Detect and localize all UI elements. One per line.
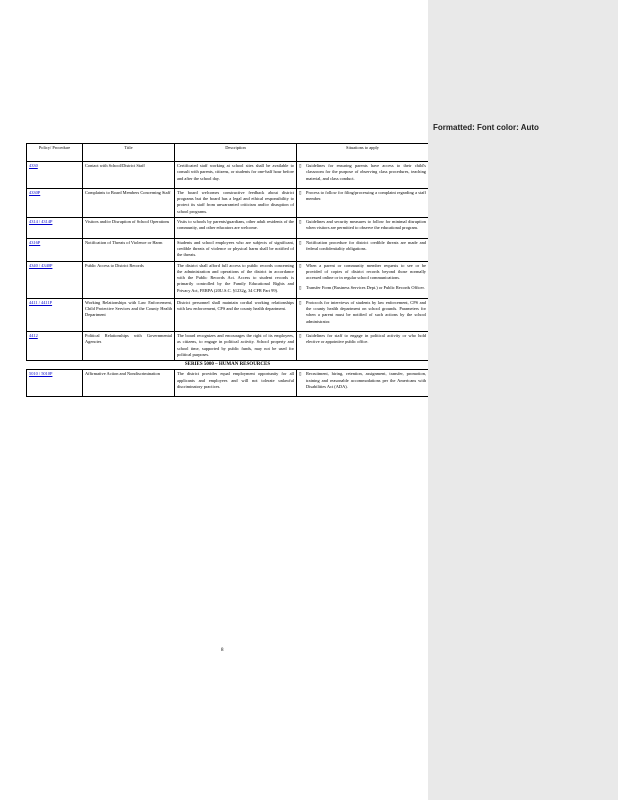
policy-cell <box>27 370 83 397</box>
bullet-icon: ▯ <box>299 163 302 168</box>
title-cell: Affirmative Action and Nondiscrimination <box>83 370 175 397</box>
situation-item <box>299 285 426 291</box>
situation-text: Recruitment, hiring, retention, assignment, transfer, promotion, training and reasonable accommodations per the Americans with Disabilities Act (ADA). <box>306 371 426 390</box>
situation-item <box>299 240 426 253</box>
situation-text: Guidelines for ensuring parents have access to their child's classroom for the purpose of observing class procedures, teaching material, and class conduct. <box>306 163 426 181</box>
situations-cell <box>297 238 429 261</box>
situation-item <box>299 333 426 346</box>
situation-item <box>299 190 426 203</box>
description-cell: Certificated staff working at school sites shall be available to consult with parents, citizens, or students for one-half hour before and after the school day. <box>175 162 297 189</box>
policy-cell <box>27 298 83 331</box>
policy-link[interactable]: 5010 / 5010P <box>29 371 53 377</box>
situation-item <box>299 300 426 325</box>
situation-text: Protocols for interviews of students by law enforcement, CPS and the county health department on school grounds. Parameters for when a parent must be notified of such actions by the school administrator. <box>306 299 426 324</box>
policy-cell <box>27 162 83 189</box>
bullet-icon: ▯ <box>299 299 302 305</box>
header-description: Description <box>175 144 297 162</box>
table-row <box>27 370 429 397</box>
situations-cell <box>297 261 429 298</box>
policy-link[interactable]: 4314 / 4314P <box>29 219 53 225</box>
situations-cell <box>297 331 429 360</box>
situation-item <box>299 163 426 182</box>
format-comment-label: Formatted: Font color: Auto <box>433 123 539 132</box>
policy-cell <box>27 331 83 360</box>
title-cell: Public Access to District Records <box>83 261 175 298</box>
series-heading-row <box>27 361 429 370</box>
comment-sidebar <box>428 0 618 800</box>
situation-text: When a parent or community member requests to see or be provided of copies of district records beyond those normally accessed online or in regular school communications. <box>306 262 426 281</box>
situation-text: Guidelines and security measures to follow for minimal disruption when visitors are permitted to observe the educational program. <box>306 219 426 231</box>
table-row <box>27 188 429 217</box>
situations-cell <box>297 162 429 189</box>
situation-text: Transfer Form (Business Services Dept.) or Public Records Officer. <box>306 285 425 291</box>
situation-text: Guidelines for staff to engage in political activity or who hold elective or appointive public office. <box>306 332 426 345</box>
description-cell: The district shall afford full access to public records concerning the administration and operations of the district in accordance with the Public Records Act. Access to student records is primarily controlled by the Family Educational Rights and Privacy Act, FERPA (20U.S.C. §1232g, 34 CFR Part 99). <box>175 261 297 298</box>
bullet-icon: ▯ <box>299 189 302 195</box>
title-cell: Complaints to Board Members Concerning Staff <box>83 188 175 217</box>
bullet-icon: ▯ <box>299 262 302 268</box>
situations-cell <box>297 188 429 217</box>
description-cell: The board recognizes and encourages the right of its employees, as citizens, to engage in political activity. School property and school time, supported by public funds, may not be used for political purposes. <box>175 331 297 360</box>
header-title: Title <box>83 144 175 162</box>
policy-link[interactable]: 4411 / 4411P <box>29 299 53 305</box>
policy-link[interactable]: 4412 <box>29 332 38 338</box>
policy-cell <box>27 261 83 298</box>
table-row <box>27 331 429 360</box>
header-situations: Situations to apply <box>297 144 429 162</box>
bullet-icon: ▯ <box>299 285 302 291</box>
bullet-icon: ▯ <box>299 239 302 245</box>
bullet-icon: ▯ <box>299 219 302 225</box>
bullet-icon: ▯ <box>299 371 302 377</box>
policy-link[interactable]: 4330 <box>29 163 38 168</box>
situations-cell <box>297 298 429 331</box>
policy-cell <box>27 238 83 261</box>
situations-cell <box>297 218 429 239</box>
table-row <box>27 162 429 189</box>
title-cell: Political Relationships with Governmental Agencies <box>83 331 175 360</box>
situation-text: Process to follow for filing/processing a complaint regarding a staff member. <box>306 189 426 202</box>
table-row <box>27 298 429 331</box>
policy-link[interactable]: 4340 / 4340P <box>29 262 53 268</box>
description-cell: Visits to schools by parents/guardians, other adult residents of the community, and other educators are welcome. <box>175 218 297 239</box>
situation-text: Notification procedure for district credible threats are made and federal confidentiality obligations. <box>306 239 426 251</box>
policy-table <box>26 143 429 397</box>
header-policy: Policy/ Procedure <box>27 144 83 162</box>
description-cell: Students and school employees who are subjects of significant, credible threats of violence or physical harm shall be notified of the threats. <box>175 238 297 261</box>
table-body <box>27 162 429 397</box>
description-cell: The board welcomes constructive feedback about district programs but the board has a legal and ethical responsibility to protect its staff from unwarranted criticism and/or disruption of school programs. <box>175 188 297 217</box>
series-heading: SERIES 5000 – HUMAN RESOURCES <box>27 361 429 370</box>
policy-link[interactable]: 4316P <box>29 239 41 245</box>
description-cell: The district provides equal employment opportunity for all applicants and employees and will not tolerate unlawful discriminatory practices. <box>175 370 297 397</box>
policy-link[interactable]: 4330P <box>29 189 41 195</box>
policy-cell <box>27 218 83 239</box>
description-cell: District personnel shall maintain cordial working relationships with law enforcement, CPS and the county health department. <box>175 298 297 331</box>
title-cell: Working Relationships with Law Enforcement, Child Protective Services and the County Health Department <box>83 298 175 331</box>
title-cell: Visitors and/or Disruption of School Operations <box>83 218 175 239</box>
page-number: 8 <box>221 648 224 653</box>
table-row <box>27 218 429 239</box>
table-row <box>27 238 429 261</box>
policy-cell <box>27 188 83 217</box>
situation-item <box>299 371 426 390</box>
title-cell: Contact with School/District Staff <box>83 162 175 189</box>
situation-item <box>299 263 426 282</box>
bullet-icon: ▯ <box>299 332 302 338</box>
title-cell: Notification of Threats of Violence or Harm <box>83 238 175 261</box>
table-row <box>27 261 429 298</box>
situation-item <box>299 219 426 232</box>
table-header-row <box>27 144 429 162</box>
situations-cell <box>297 370 429 397</box>
